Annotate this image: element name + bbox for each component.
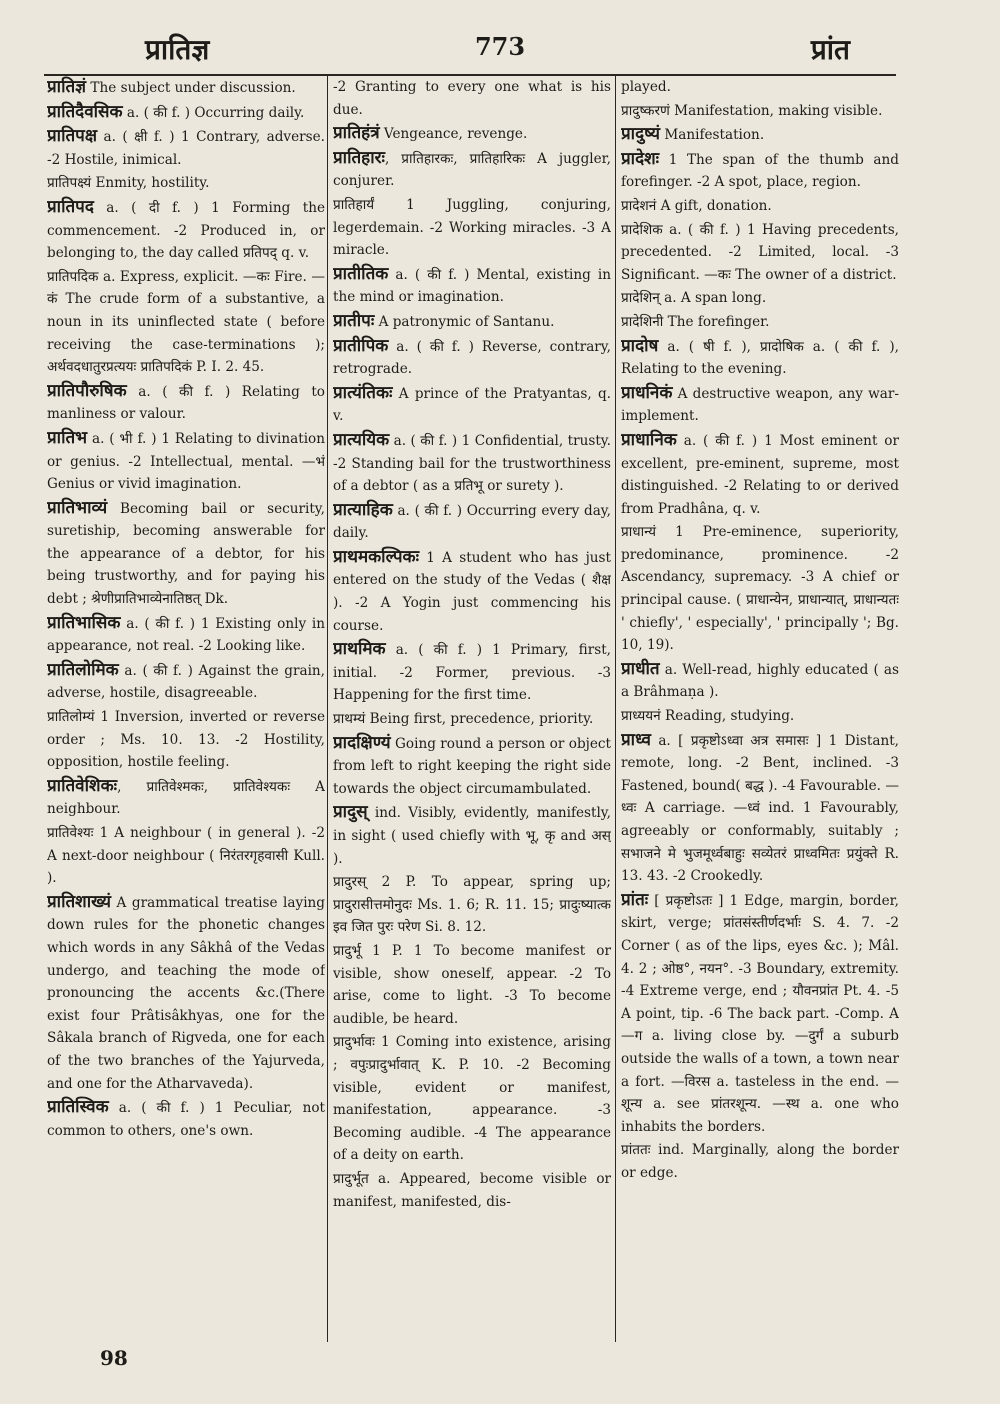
dictionary-entry	[333, 263, 611, 309]
entry-subword: प्रादेशनं	[621, 197, 657, 214]
dictionary-entry	[621, 335, 899, 381]
dictionary-entry	[47, 196, 325, 265]
entry-headword: प्रातिहारः	[333, 147, 385, 168]
dictionary-entry	[47, 427, 325, 496]
dictionary-entry	[621, 311, 899, 334]
entry-definition: 1 The span of the thumb and forefinger. -2 A spot, place, region.	[621, 151, 899, 191]
dictionary-entry	[621, 382, 899, 428]
entry-definition: Vengeance, revenge.	[379, 126, 528, 143]
entry-definition: Becoming bail or security, suretiship, becoming answerable for the appearance of a debtor, for his being trustworthy, and for paying his debt ; श्रेणीप्रातिभाव्येनातिष्ठत् Dk.	[47, 500, 325, 608]
dictionary-entry	[621, 123, 899, 147]
dictionary-entry	[47, 101, 325, 125]
entry-subword: प्रादुष्करणं	[621, 102, 670, 119]
entry-definition: a. ( दी f. ) 1 Forming the commencement. -2 Produced in, or belonging to, the day called प्रतिपद् q. v.	[47, 199, 325, 262]
dictionary-entry	[47, 706, 325, 774]
dictionary-entry	[333, 1168, 611, 1213]
entry-definition: a. ( की f. ) Against the grain, adverse, hostile, disagreeable.	[47, 662, 325, 702]
entry-definition: 1 Pre-eminence, superiority, predominance, prominence. -2 Ascendancy, supremacy. -3 A chief or principal cause. ( प्राधान्येन, प्राधान्यात्, प्राधान्यतः ' chiefly', ' especially', ' principally '; Bg. 10, 19).	[621, 524, 899, 654]
column-2	[333, 76, 611, 1346]
dictionary-entry	[47, 497, 325, 611]
entry-definition: a. ( की f. ) 1 Confidential, trusty. -2 Standing bail for the trustworthiness of a debtor ( as a प्रतिभू or surety ).	[333, 432, 611, 495]
dictionary-entry	[621, 889, 899, 1139]
entry-headword: प्रातिपद	[47, 196, 94, 217]
dictionary-entry	[333, 310, 611, 334]
entry-definition: , प्रातिहारकः, प्रातिहारिकः A juggler, conjurer.	[333, 150, 611, 190]
dictionary-entry	[621, 705, 899, 728]
entry-definition: a. A span long.	[659, 290, 767, 307]
entry-definition: ind. Visibly, evidently, manifestly, in sight ( used chiefly with भू, कृ and अस् ).	[333, 805, 611, 867]
entry-headword: प्रात्ययिक	[333, 429, 390, 450]
entry-headword: प्रादोष	[621, 335, 659, 356]
entry-subword: प्राध्ययनं	[621, 708, 661, 725]
dictionary-entry	[47, 659, 325, 705]
entry-definition: a. ( भी f. ) 1 Relating to divination or genius. -2 Intellectual, mental. —भं Genius or vivid imagination.	[47, 430, 325, 493]
entry-headword: प्राधीत	[621, 658, 660, 679]
dictionary-entry	[47, 1096, 325, 1142]
entry-subword: प्रादुर्भू	[333, 942, 362, 959]
entry-definition: Being first, precedence, priority.	[365, 711, 594, 728]
dictionary-entry	[621, 76, 899, 99]
entry-headword: प्रातिदैवसिक	[47, 101, 123, 122]
dictionary-entry	[333, 382, 611, 428]
entry-definition: Going round a person or object from left to right keeping the right side towards the object circumambulated.	[333, 735, 611, 797]
entry-definition: a. ( की f. ) Occurring daily.	[122, 104, 305, 121]
entry-definition: a. ( की f. ) 1 Most eminent or excellent, pre-eminent, supreme, most distinguished. -2 Relating to or derived from Pradhâna, q. v.	[621, 432, 899, 517]
header-guide-word-left: प्रातिज्ञ	[145, 33, 210, 66]
entry-headword: प्राथमिक	[333, 639, 386, 660]
dictionary-entry	[333, 194, 611, 262]
entry-headword: प्राथमकल्पिकः	[333, 546, 420, 567]
entry-definition: 2 P. To appear, spring up; प्रादुरासीत्तमोनुदः Ms. 1. 6; R. 11. 15; प्रादुःष्यात्क इव जित पुरः परेण Si. 8. 12.	[333, 874, 611, 936]
entry-subword: प्रातिपदिक	[47, 268, 99, 285]
entry-subword: प्रांततः	[621, 1142, 651, 1159]
entry-definition: ind. Marginally, along the border or edge.	[621, 1142, 899, 1181]
column-divider-1	[327, 76, 328, 1342]
entry-definition: a. ( की f. ) 1 Primary, first, initial. -2 Former, previous. -3 Happening for the first time.	[333, 642, 611, 704]
entry-headword: प्रातिभाव्यं	[47, 497, 108, 518]
entry-headword: प्रादुस्	[333, 802, 368, 823]
entry-headword: प्राधानिक	[621, 429, 677, 450]
entry-definition: a. Express, explicit. —कः Fire. —कं The crude form of a substantive, a noun in its uninflected state ( before receiving the case-terminations ); अर्थवदधातुरप्रत्ययः प्रातिपदिकं P. I. 2. 45.	[47, 268, 325, 376]
entry-subword: प्रादेशिन्	[621, 290, 660, 307]
dictionary-entry	[47, 125, 325, 171]
dictionary-entry	[621, 219, 899, 287]
entry-definition: a. [ प्रकृष्टोऽध्वा अत्र समासः ] 1 Distant, remote, long. -2 Bent, inclined. -3 Fastened, bound( बद्ध ). -4 Favourable. —ध्वः A carriage. —ध्वं ind. 1 Favourably, agreeably or conformably, suitably ; सभाजने मे भुजमूर्ध्वबाहुः सव्येतरं प्राध्वमितः प्रयुंक्ते R. 13. 43. -2 Crookedly.	[621, 732, 899, 885]
entry-definition: A grammatical treatise laying down rules for the phonetic changes which words in any Sâkhâ of the Vedas undergo, and teaching the mode of pronouncing the accents &c.(There exist four Prâtisâkhyas, one for the Sâkala branch of Rigveda, one for each of the two branches of the Yajurveda, and one for the Atharvaveda).	[47, 894, 325, 1092]
entry-subword: प्रातिहार्यं	[333, 196, 375, 213]
entry-definition: Reading, studying.	[660, 708, 795, 725]
entry-definition: a. Appeared, become visible or manifest, manifested, dis-	[333, 1170, 611, 1210]
dictionary-entry	[621, 287, 899, 310]
header-guide-word-right: प्रांत	[810, 33, 850, 66]
entry-definition: , प्रातिवेश्मकः, प्रातिवेश्यकः A neighbour.	[47, 778, 325, 818]
dictionary-entry	[621, 148, 899, 194]
entry-definition: 1 Juggling, conjuring, legerdemain. -2 Working miracles. -3 A miracle.	[333, 196, 611, 259]
page-number: 773	[474, 32, 526, 61]
entry-subword: प्रादेशिनी	[621, 313, 664, 330]
dictionary-entry	[333, 429, 611, 498]
entry-headword: प्रादेशः	[621, 148, 660, 169]
entry-subword: प्राधान्यं	[621, 524, 657, 541]
entry-headword: प्रात्याहिक	[333, 499, 393, 520]
entry-definition: played.	[621, 79, 671, 95]
entry-subword: प्रादुरस्	[333, 874, 367, 891]
entry-headword: प्रातिस्विक	[47, 1097, 109, 1118]
entry-definition: a. ( क्षी f. ) 1 Contrary, adverse. -2 Hostile, inimical.	[47, 129, 325, 168]
entry-definition: a. ( की f. ) Relating to manliness or valour.	[47, 383, 325, 423]
dictionary-entry	[333, 147, 611, 193]
entry-definition: a. ( षी f. ), प्रादोषिक a. ( की f. ), Relating to the evening.	[621, 338, 899, 378]
dictionary-entry	[333, 76, 611, 121]
entry-definition: a. ( की f. ) Occurring every day, daily.	[333, 502, 611, 542]
entry-definition: 1 A student who has just entered on the study of the Vedas ( शैक्ष ). -2 A Yogin just commencing his course.	[333, 549, 611, 634]
entry-definition: -2 Granting to every one what is his due.	[333, 79, 611, 118]
entry-definition: 1 P. 1 To become manifest or visible, show oneself, appear. -2 To arise, come to light. -3 To become audible, be heard.	[333, 942, 611, 1027]
entry-subword: प्रातिवेश्यः	[47, 825, 94, 841]
entry-headword: प्रातिशाख्यं	[47, 891, 111, 912]
dictionary-entry	[333, 122, 611, 146]
dictionary-entry	[333, 546, 611, 637]
entry-subword: प्रातिलोम्यं	[47, 709, 95, 726]
dictionary-entry	[47, 822, 325, 890]
entry-definition: Manifestation, making visible.	[669, 102, 883, 119]
dictionary-entry	[621, 429, 899, 520]
dictionary-entry	[47, 172, 325, 195]
column-3	[621, 76, 899, 1346]
entry-headword: प्रात्यंतिकः	[333, 382, 393, 403]
entry-definition: a. Well-read, highly educated ( as a Brâhmaṇa ).	[621, 661, 899, 701]
entry-definition: A prince of the Pratyantas, q. v.	[333, 385, 611, 425]
entry-definition: Manifestation.	[660, 127, 765, 144]
dictionary-entry	[47, 891, 325, 1095]
entry-headword: प्रातिपक्ष	[47, 126, 98, 147]
entry-headword: प्राधनिकं	[621, 382, 673, 403]
signature-mark: 98	[100, 1346, 128, 1370]
dictionary-entry	[333, 940, 611, 1030]
entry-headword: प्रांतः	[621, 889, 649, 910]
entry-definition: 1 Coming into existence, arising ; वपुःप्रादुर्भावात् K. P. 10. -2 Becoming visible, evident or manifest, manifestation, appearance. -3 Becoming audible. -4 The appearance of a deity on earth.	[333, 1034, 611, 1164]
entry-headword: प्रादक्षिण्यं	[333, 732, 391, 753]
dictionary-entry	[47, 775, 325, 821]
dictionary-entry	[333, 708, 611, 731]
dictionary-entry	[621, 658, 899, 704]
dictionary-entry	[621, 729, 899, 888]
entry-definition: a. ( की f. ) 1 Peculiar, not common to others, one's own.	[47, 1100, 325, 1139]
column-divider-2	[615, 76, 616, 1342]
entry-definition: [ प्रकृष्टोऽतः ] 1 Edge, margin, border, skirt, verge; प्रांतसंस्तीर्णदर्भाः S. 4. 7. -2 Corner ( as of the lips, eyes &c. ); Mâl. 4. 2 ; ओष्ठ°, नयन°. -3 Boundary, extremity. -4 Extreme verge, end ; यौवनप्रांत Pt. 4. -5 A point, tip. -6 The back part. -Comp. A —ग a. living close by. —दुर्गं a suburb outside the walls of a town, a town near a fort. —विरस a. tasteless in the end. —शून्य a. see प्रांतरशून्य. —स्थ a. one who inhabits the borders.	[621, 892, 899, 1135]
entry-headword: प्रातीपः	[333, 310, 375, 331]
entry-headword: प्राध्व	[621, 729, 651, 750]
dictionary-entry	[47, 612, 325, 658]
dictionary-entry	[333, 871, 611, 939]
entry-definition: 1 A neighbour ( in general ). -2 A next-door neighbour ( निरंतरगृहवासी Kull. ).	[47, 825, 325, 887]
dictionary-entry	[621, 1139, 899, 1184]
dictionary-entry	[621, 195, 899, 218]
entry-headword: प्रातिपौरुषिक	[47, 380, 127, 401]
entry-definition: Enmity, hostility.	[91, 175, 210, 192]
entry-headword: प्रातिज्ञं	[47, 77, 87, 97]
entry-subword: प्रादुर्भावः	[333, 1034, 375, 1051]
entry-definition: The subject under discussion.	[86, 80, 296, 96]
entry-headword: प्रातिलोमिक	[47, 659, 119, 680]
entry-definition: A destructive weapon, any war-implement.	[621, 385, 899, 425]
dictionary-entry	[333, 801, 611, 870]
dictionary-entry	[333, 732, 611, 801]
entry-headword: प्रातीतिक	[333, 263, 389, 284]
entry-subword: प्रातिपक्ष्यं	[47, 175, 92, 192]
entry-definition: a. ( की f. ) Mental, existing in the mind or imagination.	[333, 266, 611, 306]
entry-headword: प्रातिभासिक	[47, 612, 121, 633]
entry-definition: a. ( की f. ) 1 Existing only in appearance, not real. -2 Looking like.	[47, 615, 325, 655]
entry-subword: प्रादेशिक	[621, 221, 663, 238]
dictionary-entry	[621, 521, 899, 657]
entry-definition: The forefinger.	[663, 313, 770, 330]
entry-definition: A gift, donation.	[656, 197, 772, 214]
dictionary-entry	[47, 380, 325, 426]
entry-headword: प्रातिहंत्रं	[333, 123, 380, 144]
dictionary-entry	[621, 100, 899, 123]
dictionary-entry	[333, 638, 611, 707]
entry-definition: a. ( की f. ) 1 Having precedents, precedented. -2 Limited, local. -3 Significant. —कः The owner of a district.	[621, 221, 899, 283]
entry-headword: प्रातिभ	[47, 427, 88, 448]
entry-headword: प्रातिवेशिकः	[47, 775, 118, 796]
running-header	[0, 30, 1000, 70]
dictionary-entry	[47, 76, 325, 100]
entry-subword: प्राथम्यं	[333, 711, 366, 728]
dictionary-entry	[333, 499, 611, 545]
entry-subword: प्रादुर्भूत	[333, 1170, 369, 1187]
entry-definition: A patronymic of Santanu.	[374, 313, 555, 330]
entry-headword: प्रादुष्यं	[621, 124, 660, 145]
entry-definition: 1 Inversion, inverted or reverse order ; Ms. 10. 13. -2 Hostility, opposition, hostile feeling.	[47, 709, 325, 771]
entry-headword: प्रातीपिक	[333, 335, 389, 356]
dictionary-entry	[47, 266, 325, 379]
entry-definition: a. ( की f. ) Reverse, contrary, retrograde.	[333, 338, 611, 378]
dictionary-entry	[333, 335, 611, 381]
dictionary-entry	[333, 1031, 611, 1167]
column-1	[47, 76, 325, 1346]
